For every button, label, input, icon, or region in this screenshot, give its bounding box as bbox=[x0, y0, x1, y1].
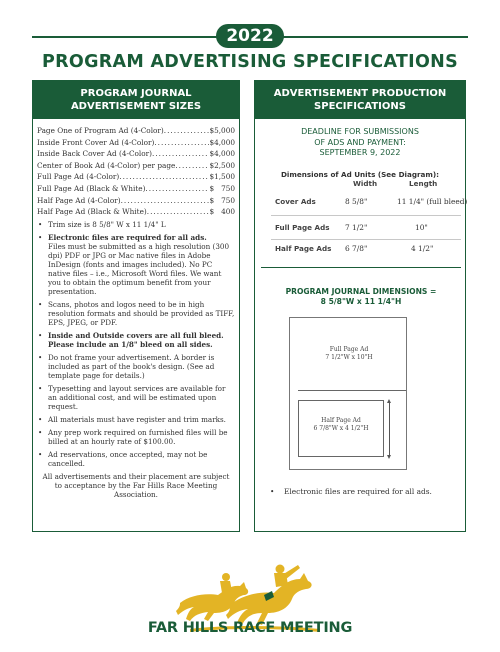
advertisement-sizes-heading bbox=[33, 81, 239, 119]
bullet-bold: • Electronic files are required for all ads. bbox=[48, 232, 207, 242]
bullet-bold: • Inside and Outside covers are all full bleed. Please include an 1/8" bleed on all sides. bbox=[48, 330, 224, 349]
leader-dots bbox=[119, 171, 209, 183]
ad-price: $2,500 bbox=[209, 160, 235, 170]
production-specs-heading bbox=[255, 81, 465, 119]
acceptance-note: All advertisements and their placement are subject to acceptance by the Far Hills Race Meeting Association. bbox=[42, 471, 230, 499]
dimensions-title: Dimensions of Ad Units (See Diagram): bbox=[280, 169, 440, 179]
section-divider bbox=[261, 267, 461, 268]
deadline-notice bbox=[255, 127, 465, 159]
diagram-label-line: 6 7/8"W x 4 1/2"H bbox=[313, 424, 369, 432]
diagram-label-line: 7 1/2"W x 10"H bbox=[325, 353, 373, 361]
production-specs-panel bbox=[254, 80, 466, 532]
table-row bbox=[271, 197, 468, 209]
leader-dots bbox=[121, 195, 210, 207]
leader-dots bbox=[147, 206, 210, 218]
heading-line: ADVERTISEMENT SIZES bbox=[70, 101, 202, 112]
full-page-ad-bottom-line bbox=[298, 390, 406, 391]
ad-price-row bbox=[37, 125, 235, 137]
journal-dimensions-value: 8 5/8"W x 11 1/4"H bbox=[320, 297, 402, 306]
far-hills-logo-text: FAR HILLS RACE MEETING bbox=[147, 620, 353, 636]
list-item bbox=[37, 331, 235, 349]
ad-label: Inside Back Cover Ad (4-Color) bbox=[37, 149, 152, 159]
ad-unit-name: Half Page Ads bbox=[275, 244, 332, 253]
row-divider bbox=[271, 215, 461, 216]
table-header-row bbox=[271, 179, 461, 191]
ad-price: $4,000 bbox=[209, 137, 235, 147]
bullet-text: Any prep work required on furnished files will be billed at an hourly rate of $100.00. bbox=[48, 427, 228, 446]
ad-label: Full Page Ad (Black & White) bbox=[37, 183, 146, 193]
ad-price: $5,000 bbox=[209, 126, 235, 135]
bullet-text: All materials must have register and trim marks. bbox=[48, 414, 226, 424]
journal-dimensions-label: PROGRAM JOURNAL DIMENSIONS = bbox=[285, 287, 437, 296]
table-row bbox=[271, 223, 461, 235]
list-item bbox=[37, 384, 235, 411]
deadline-line: OF ADS AND PAYMENT: bbox=[314, 137, 406, 147]
ad-unit-width: 6 7/8" bbox=[345, 244, 368, 253]
bullet-text: Do not frame your advertisement. A border is included as part of the book's design. (See ad template page for details.) bbox=[48, 352, 215, 380]
ad-price-row bbox=[37, 183, 235, 195]
advertisement-sizes-panel bbox=[32, 80, 240, 532]
leader-dots bbox=[145, 183, 209, 195]
list-item bbox=[37, 300, 235, 327]
ad-unit-length: 11 1/4" (full bleed) bbox=[397, 197, 468, 206]
list-item bbox=[37, 353, 235, 380]
ad-price: $ 400 bbox=[209, 207, 235, 217]
ad-label: Half Page Ad (4-Color) bbox=[37, 195, 121, 205]
year-badge: 2022 bbox=[216, 24, 284, 48]
bullet-text: Trim size is 8 5/8" W x 11 1/4" L bbox=[48, 219, 166, 229]
ad-price: $1,500 bbox=[209, 172, 235, 182]
ad-unit-name: Cover Ads bbox=[275, 197, 316, 206]
list-item bbox=[37, 450, 235, 468]
bullet-text: Typesetting and layout services are available for an additional cost, and will be estimated upon request. bbox=[48, 383, 226, 411]
bullet-text: Scans, photos and logos need to be in high resolution formats and should be provided as TIFF, EPS, JPEG, or PDF. bbox=[48, 299, 235, 327]
heading-line: SPECIFICATIONS bbox=[314, 101, 406, 112]
leader-dots bbox=[175, 160, 209, 172]
leader-dots bbox=[164, 125, 210, 137]
diagram-label-line: Half Page Ad bbox=[321, 417, 361, 424]
height-arrow-icon bbox=[389, 402, 390, 456]
ad-price-row bbox=[37, 206, 235, 218]
list-item bbox=[37, 220, 235, 229]
bullet-text: Ad reservations, once accepted, may not be cancelled. bbox=[48, 449, 208, 468]
ad-price-list bbox=[33, 119, 239, 218]
column-header-width: Width bbox=[353, 179, 378, 188]
leader-dots bbox=[152, 148, 209, 160]
note-text: Electronic files are required for all ads. bbox=[284, 487, 432, 496]
table-row bbox=[271, 244, 461, 256]
full-page-ad-label bbox=[290, 346, 408, 361]
ad-label: Full Page Ad (4-Color) bbox=[37, 172, 120, 182]
ad-unit-width: 8 5/8" bbox=[345, 197, 368, 206]
ad-price-row bbox=[37, 137, 235, 149]
heading-line: PROGRAM JOURNAL bbox=[80, 88, 192, 99]
list-item bbox=[37, 415, 235, 424]
ad-price-row bbox=[37, 171, 235, 183]
ad-label: Page One of Program Ad (4-Color) bbox=[37, 126, 164, 135]
ad-price: $ 750 bbox=[209, 183, 235, 193]
page-title: PROGRAM ADVERTISING SPECIFICATIONS bbox=[42, 52, 458, 72]
list-item bbox=[37, 428, 235, 446]
ad-label: Half Page Ad (Black & White) bbox=[37, 207, 147, 217]
ad-unit-width: 7 1/2" bbox=[345, 223, 368, 232]
ad-price-row bbox=[37, 160, 235, 172]
journal-dimensions bbox=[255, 287, 467, 307]
ad-unit-length: 4 1/2" bbox=[411, 244, 434, 253]
deadline-date: SEPTEMBER 9, 2022 bbox=[319, 148, 401, 157]
ad-price-row bbox=[37, 195, 235, 207]
half-page-ad-label bbox=[299, 417, 383, 432]
ad-price: $ 750 bbox=[209, 195, 235, 205]
leader-dots bbox=[154, 137, 209, 149]
ad-price: $4,000 bbox=[209, 149, 235, 159]
bullet-text: Files must be submitted as a high resolution (300 dpi) PDF or JPG or Mac native files in Adobe InDesign (fonts and images included). No PC native files – i.e., Microsoft Word files. We want you to obtain the optimum benefit from your presentation. bbox=[48, 241, 230, 296]
ad-label: Inside Front Cover Ad (4-Color) bbox=[37, 137, 155, 147]
electronic-files-note bbox=[271, 487, 432, 496]
ad-label: Center of Book Ad (4-Color) per page bbox=[37, 160, 176, 170]
requirements-list bbox=[33, 218, 239, 468]
heading-line: ADVERTISEMENT PRODUCTION bbox=[273, 88, 447, 99]
row-divider bbox=[271, 239, 461, 240]
column-header-length: Length bbox=[409, 179, 438, 188]
deadline-line: DEADLINE FOR SUBMISSIONS bbox=[301, 127, 419, 136]
half-page-ad-box bbox=[298, 400, 384, 457]
list-item bbox=[37, 233, 235, 296]
ad-unit-length: 10" bbox=[415, 223, 428, 232]
diagram-label-line: Full Page Ad bbox=[329, 346, 369, 353]
ad-unit-name: Full Page Ads bbox=[275, 223, 330, 232]
page-layout-diagram bbox=[289, 317, 407, 470]
ad-price-row bbox=[37, 148, 235, 160]
